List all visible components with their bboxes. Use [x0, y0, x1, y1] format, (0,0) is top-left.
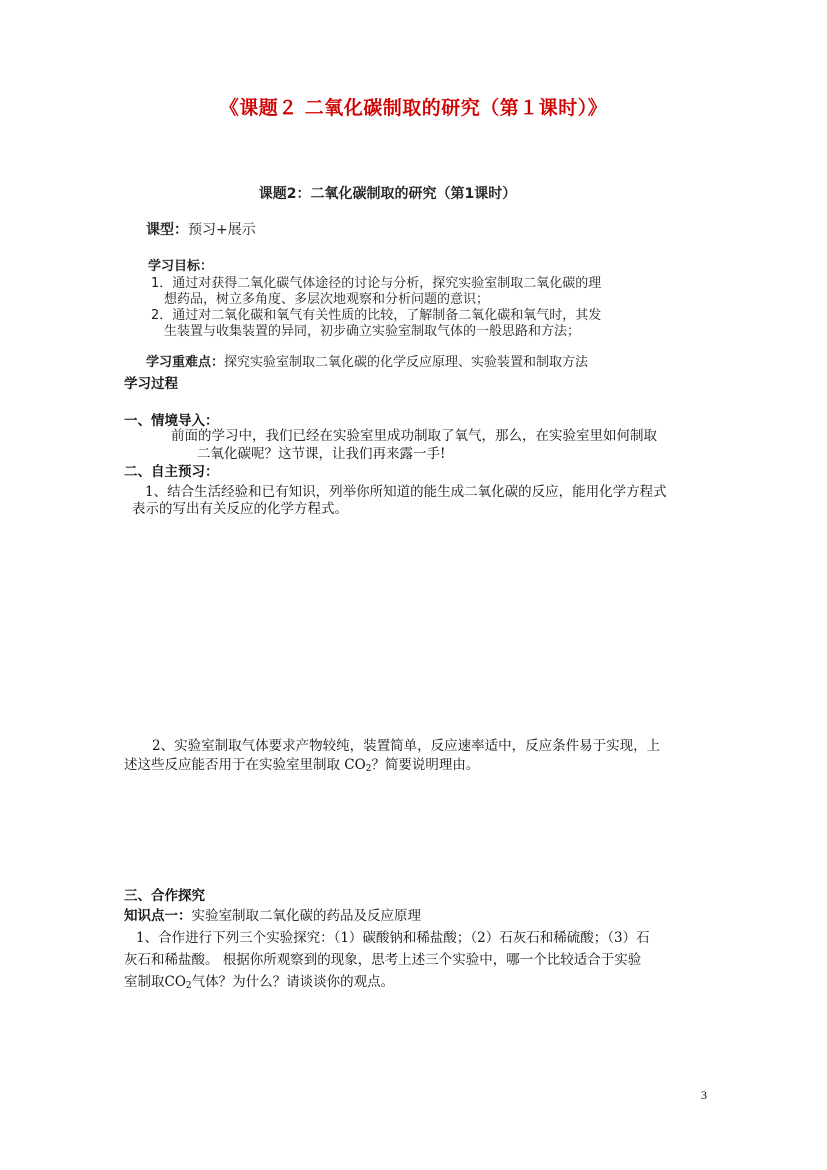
section-2-q2-line-1: 2、实验室制取气体要求产物较纯，装置简单，反应速率适中，反应条件易于实现，上: [152, 738, 661, 754]
section-3-q1-line-3: 室制取$CO_2$气体？为什么？请谈谈你的观点。: [124, 974, 395, 991]
key-points-value: 探究实验室制取二氧化碳的化学反应原理、实验装置和制取方法: [224, 355, 589, 370]
lesson-type-label: 课型：: [146, 222, 188, 238]
scanned-heading: 课题2：二氧化碳制取的研究（第1课时）: [258, 186, 517, 202]
goal-2-line-1: 2．通过对二氧化碳和氧气有关性质的比较，了解制备二氧化碳和氧气时，其发: [151, 308, 602, 323]
lesson-type-value: 预习+展示: [188, 222, 256, 238]
goal-2-line-2: 生装置与收集装置的异同，初步确立实验室制取气体的一般思路和方法；: [164, 324, 581, 339]
knowledge-point-1: [124, 904, 421, 924]
goals-label: 学习目标：: [148, 259, 214, 274]
section-2-q1-line-2: 表示的写出有关反应的化学方程式。: [132, 501, 348, 517]
section-2-q1-line-1: 1、结合生活经验和已有知识，列举你所知道的能生成二氧化碳的反应，能用化学方程式: [145, 484, 667, 500]
section-3-heading: 三、合作探究: [124, 888, 205, 904]
process-heading: 学习过程: [124, 376, 178, 392]
page-number: 3: [701, 1088, 707, 1102]
key-points-label: 学习重难点：: [146, 355, 225, 370]
section-3-q1-line-2: 灰石和稀盐酸。 根据你所观察到的现象，思考上述三个实验中，哪一个比较适合于实验: [124, 952, 642, 968]
section-1-line-1: 前面的学习中，我们已经在实验室里成功制取了氧气，那么，在实验室里如何制取: [171, 428, 657, 444]
section-3-q1-line-1: 1、合作进行下列三个实验探究：（1）碳酸钠和稀盐酸；（2）石灰石和稀硫酸；（3）石: [136, 930, 650, 946]
knowledge-point-1-label: 知识点一：: [124, 908, 192, 924]
section-1-line-2: 二氧化碳呢？这节课，让我们再来露一手!: [197, 446, 446, 462]
section-2-heading: 二、自主预习：: [124, 464, 219, 480]
goal-1-line-1: 1．通过对获得二氧化碳气体途径的讨论与分析，探究实验室制取二氧化碳的理: [151, 276, 602, 291]
document-title: 《课题２ 二氧化碳制取的研究（第１课时）》: [219, 97, 608, 119]
key-points: [146, 351, 588, 370]
section-2-q2-line-2: 述这些反应能否用于在实验室里制取 $CO_2$？简要说明理由。: [124, 757, 480, 774]
lesson-type: [146, 219, 256, 239]
section-1-heading: 一、情境导入：: [124, 413, 219, 429]
knowledge-point-1-value: 实验室制取二氧化碳的药品及反应原理: [191, 908, 421, 924]
goal-1-line-2: 想药品，树立多角度、多层次地观察和分析问题的意识；: [164, 292, 490, 307]
